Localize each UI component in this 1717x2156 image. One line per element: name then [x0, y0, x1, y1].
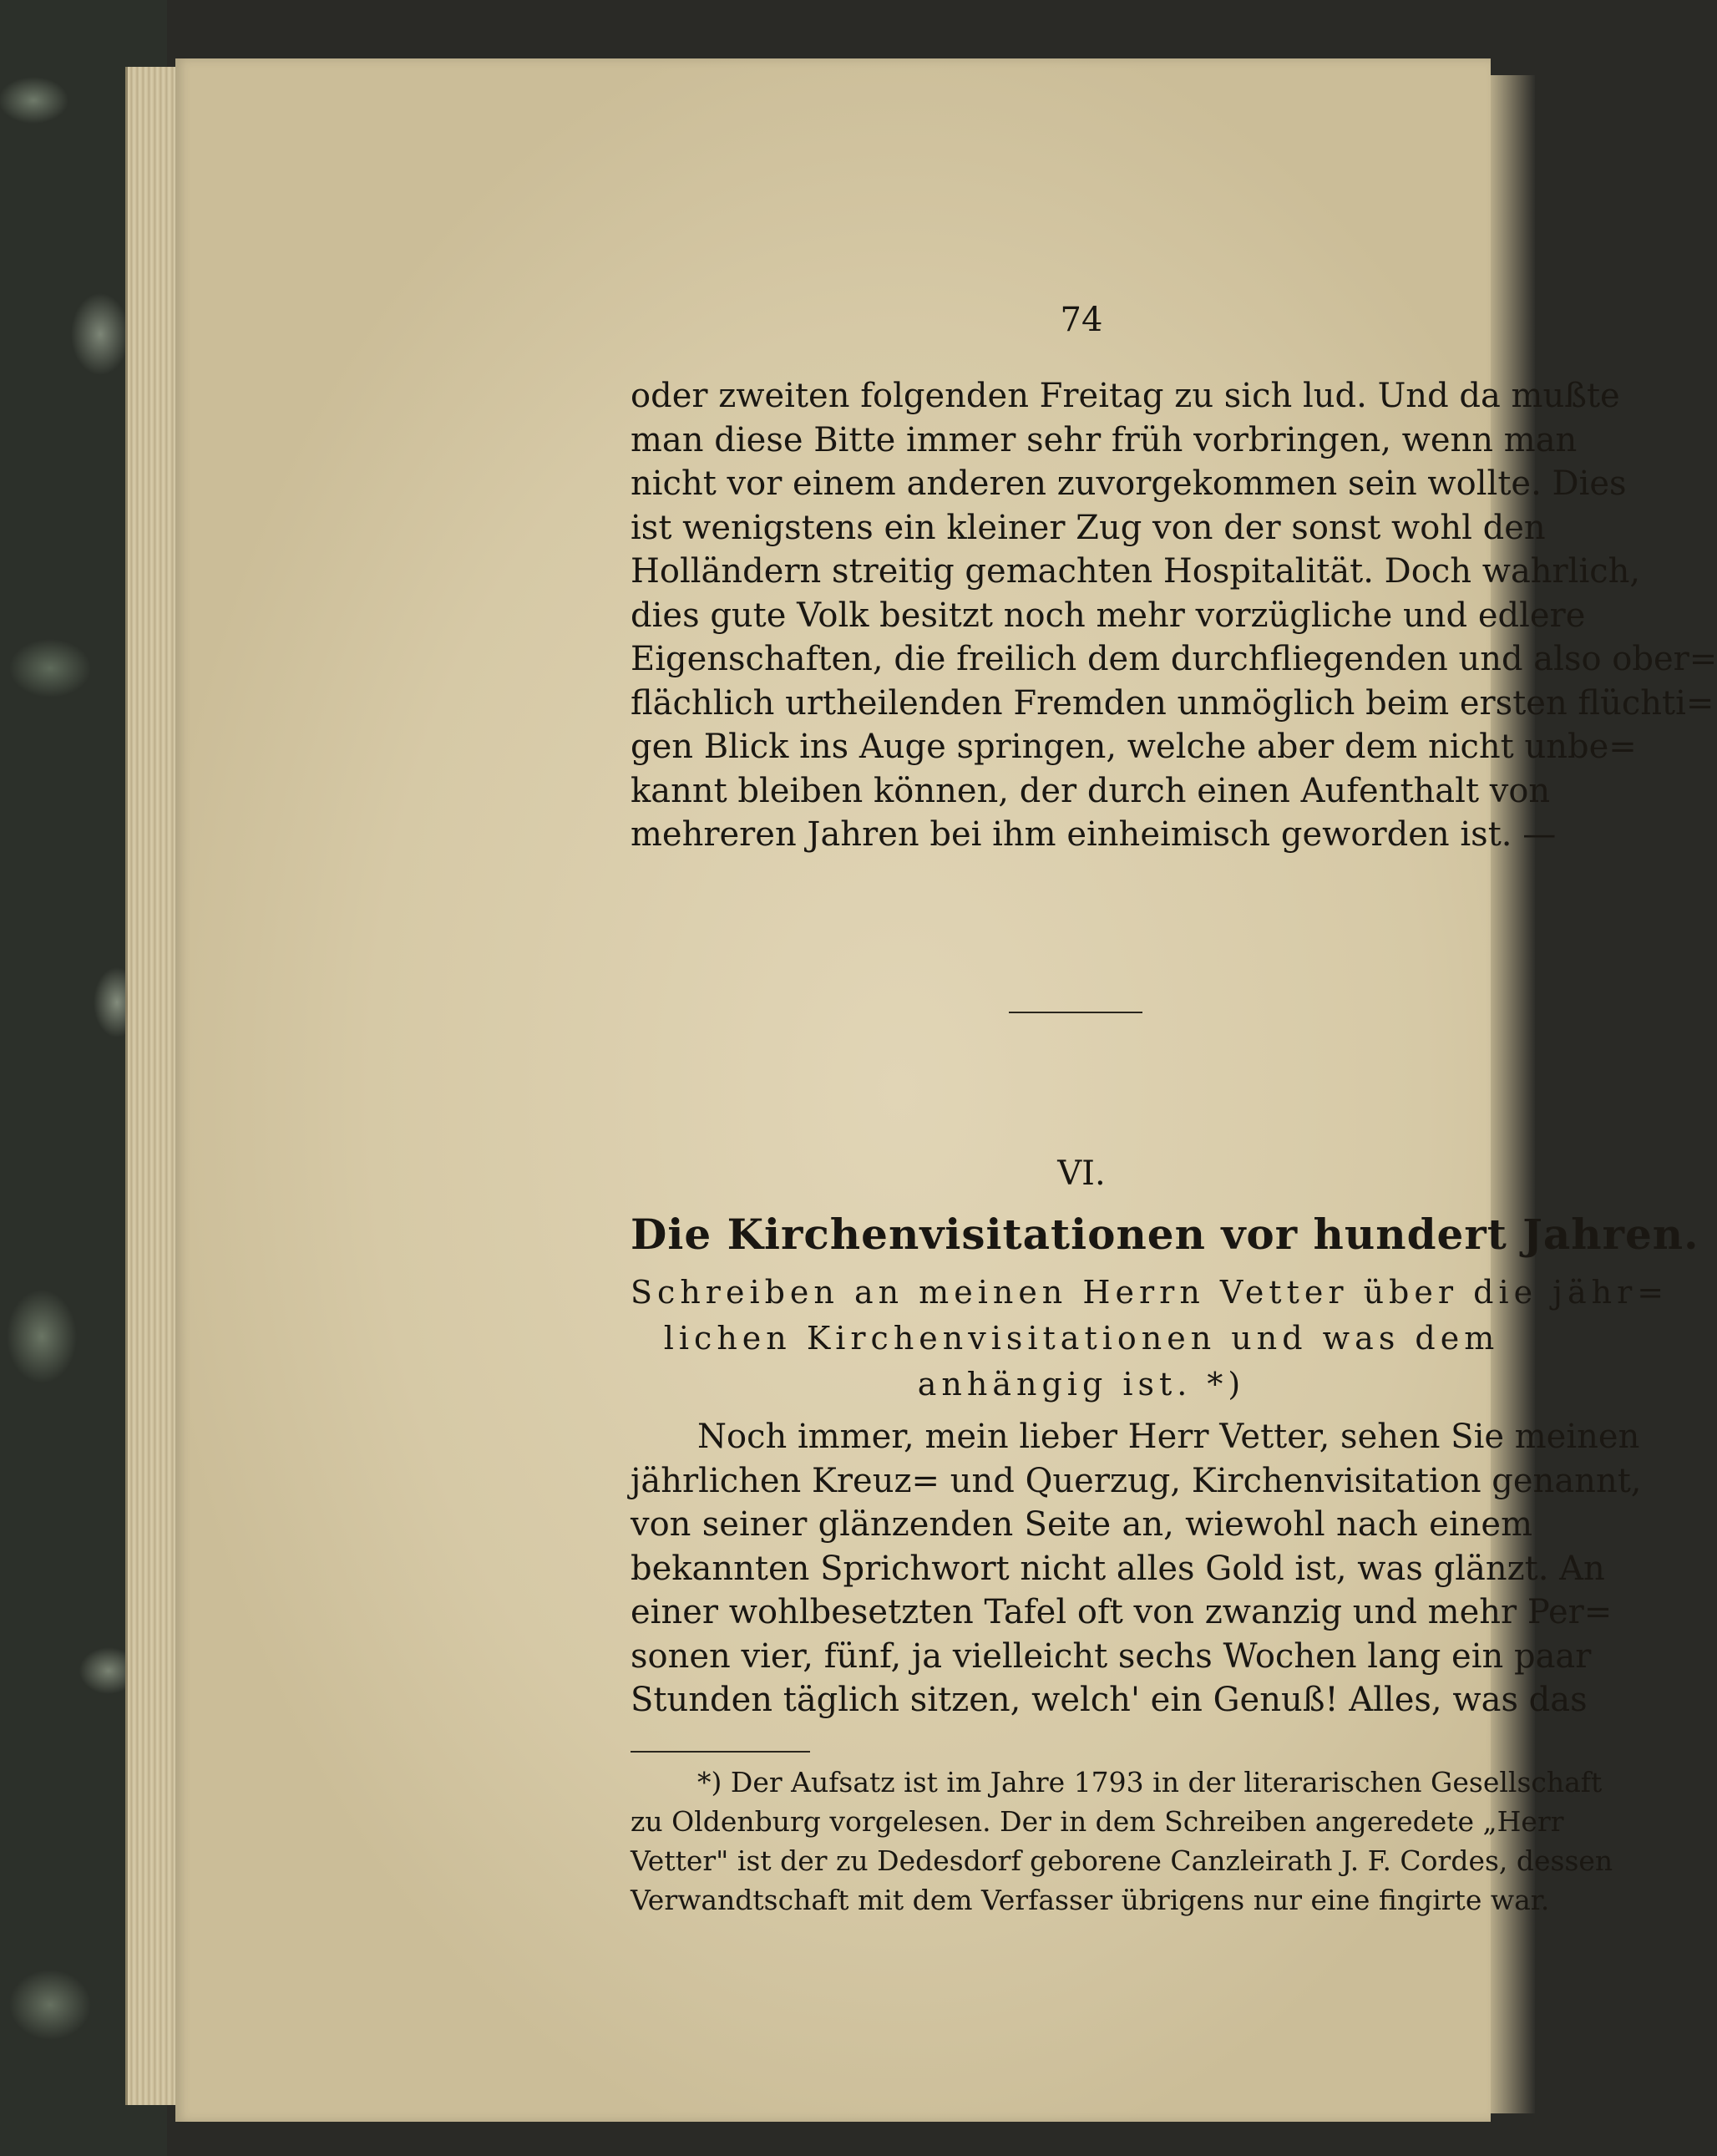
text-line: jährlichen Kreuz= und Querzug, Kirchenvisitation genannt, — [631, 1461, 1642, 1500]
text-line: von seiner glänzenden Seite an, wiewohl nach einem — [631, 1505, 1532, 1544]
text-line: Holländern streitig gemachten Hospitalität. Doch wahrlich, — [631, 552, 1641, 591]
subtitle-line: lichen Kirchenvisitationen und was dem — [663, 1320, 1500, 1357]
text-line: nicht vor einem anderen zuvorgekommen sein wollte. Dies — [631, 464, 1627, 503]
chapter-title: Die Kirchenvisitationen vor hundert Jahren. — [631, 1210, 1699, 1259]
section-divider — [1009, 1012, 1142, 1013]
paragraph-letter — [631, 1415, 1642, 1722]
text-line: flächlich urtheilenden Fremden unmöglich beim ersten flüchti= — [631, 683, 1714, 723]
footnote-line: Verwandtschaft mit dem Verfasser übrigens nur eine fingirte war. — [631, 1884, 1550, 1916]
text-line: Eigenschaften, die freilich dem durchfliegenden und also ober= — [631, 640, 1717, 678]
text-line: Stunden täglich sitzen, welch' ein Genuß! Alles, was das — [631, 1681, 1588, 1719]
text-line: oder zweiten folgenden Freitag zu sich lud. Und da mußte — [631, 377, 1620, 415]
text-line: einer wohlbesetzten Tafel oft von zwanzig und mehr Per= — [631, 1593, 1613, 1631]
text-line: dies gute Volk besitzt noch mehr vorzügliche und edlere — [631, 596, 1586, 635]
footnote-rule — [631, 1751, 810, 1753]
chapter-subtitle — [631, 1270, 1669, 1408]
text-line: Noch immer, mein lieber Herr Vetter, sehen Sie meinen — [697, 1418, 1640, 1456]
footnote — [631, 1763, 1613, 1920]
text-line: ist wenigstens ein kleiner Zug von der sonst wohl den — [631, 508, 1546, 547]
book-page — [175, 58, 1717, 2122]
subtitle-line: anhängig ist. *) — [917, 1366, 1246, 1403]
footnote-line: *) Der Aufsatz ist im Jahre 1793 in der literarischen Gesellschaft — [697, 1766, 1603, 1798]
page-number: 74 — [1060, 301, 1103, 339]
text-line: mehreren Jahren bei ihm einheimisch geworden ist. — — [631, 815, 1557, 854]
text-line: kannt bleiben können, der durch einen Aufenthalt von — [631, 771, 1551, 810]
text-line: man diese Bitte immer sehr früh vorbringen, wenn man — [631, 420, 1578, 459]
paragraph-continuation — [631, 374, 1717, 857]
footnote-line: Vetter" ist der zu Dedesdorf geborene Canzleirath J. F. Cordes, dessen — [631, 1844, 1613, 1877]
text-line: bekannten Sprichwort nicht alles Gold ist, was glänzt. An — [631, 1549, 1605, 1588]
section-number: VI. — [1057, 1154, 1106, 1193]
footnote-line: zu Oldenburg vorgelesen. Der in dem Schreiben angeredete „Herr — [631, 1805, 1564, 1838]
subtitle-line: Schreiben an meinen Herrn Vetter über die jähr= — [631, 1274, 1669, 1311]
text-line: gen Blick ins Auge springen, welche aber dem nicht unbe= — [631, 728, 1637, 766]
text-line: sonen vier, fünf, ja vielleicht sechs Wochen lang ein paar — [631, 1636, 1592, 1676]
